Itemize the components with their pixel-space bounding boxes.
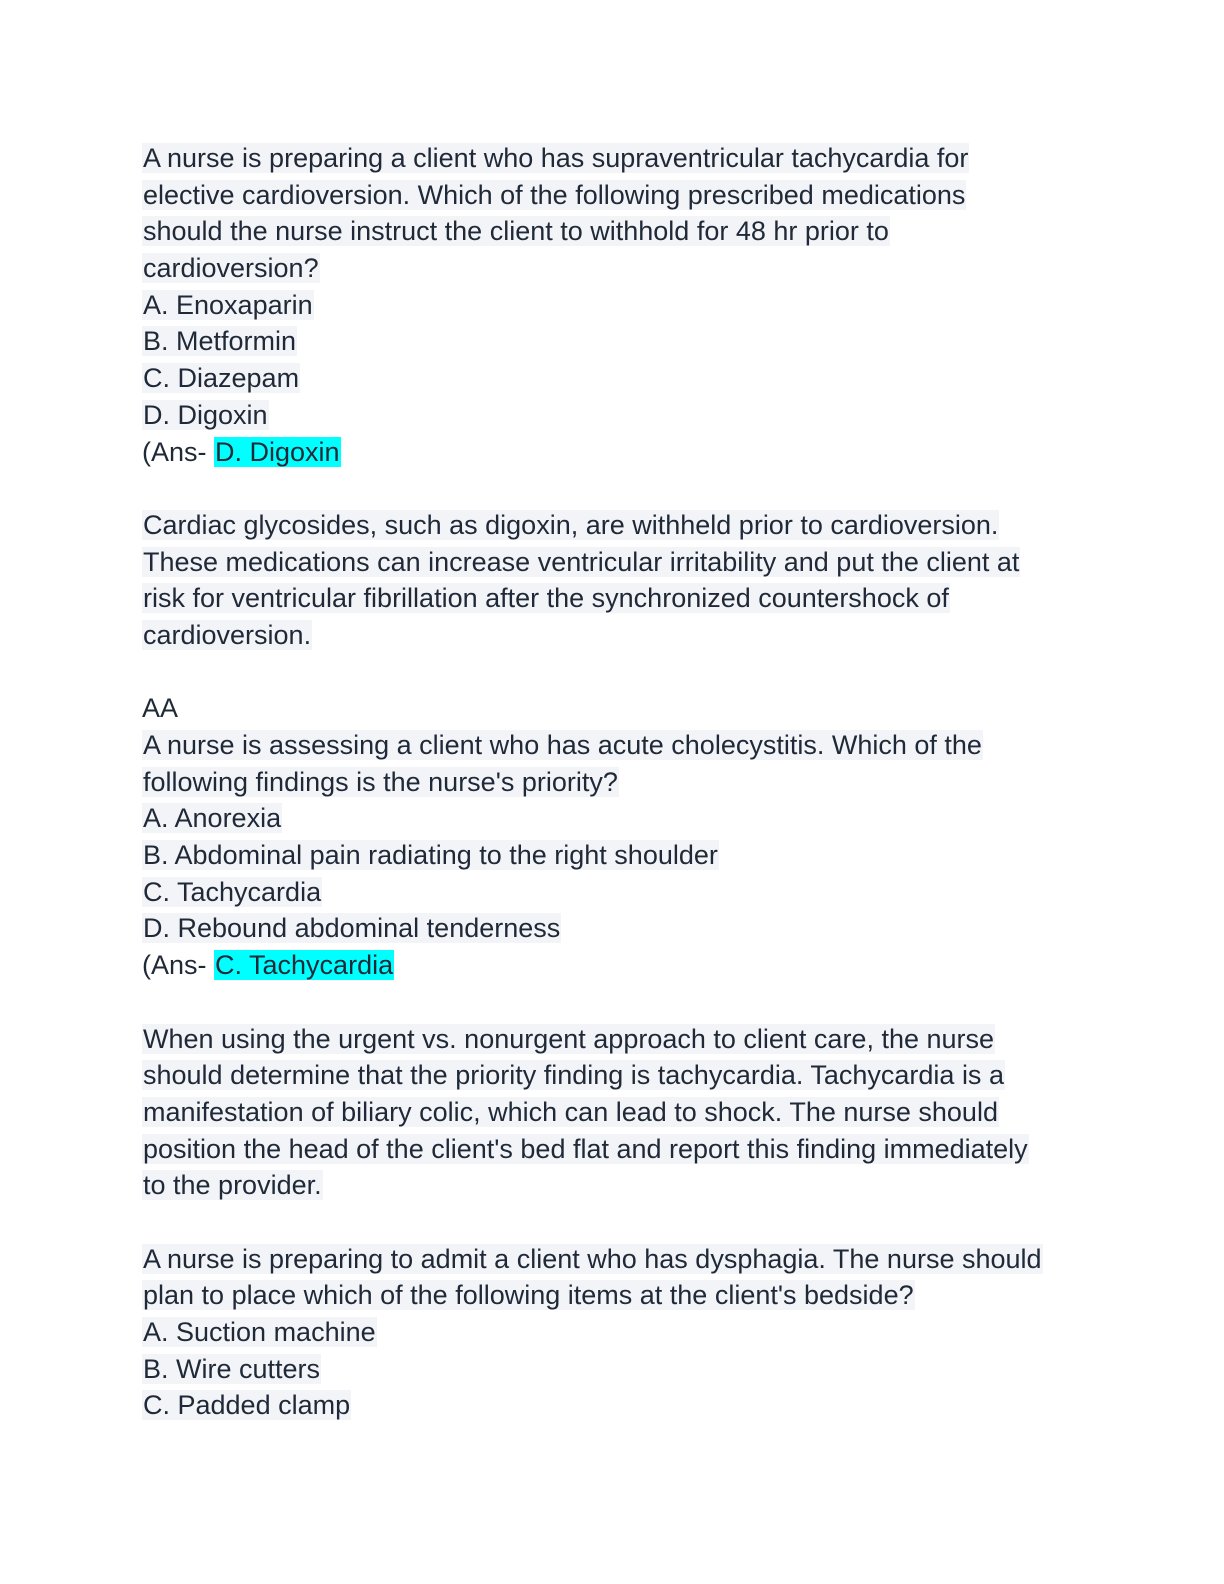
answer-option: C. Tachycardia <box>143 876 322 907</box>
correct-answer-highlight: C. Tachycardia <box>215 950 394 981</box>
question-stem-line: A nurse is preparing to admit a client who has dysphagia. The nurse should <box>143 1243 1042 1274</box>
question-3 <box>142 1241 1102 1424</box>
answer-option: B. Metformin <box>143 326 297 357</box>
rationale-line: When using the urgent vs. nonurgent approach to client care, the nurse <box>143 1023 995 1054</box>
answer-prefix: (Ans- <box>142 436 215 467</box>
question-stem-line: A nurse is assessing a client who has acute cholecystitis. Which of the <box>143 730 982 760</box>
question-stem-line: following findings is the nurse's priority? <box>143 766 618 797</box>
answer-option: B. Wire cutters <box>143 1353 321 1384</box>
answer-line <box>142 947 1102 984</box>
question-stem-line: A nurse is preparing a client who has supraventricular tachycardia for <box>143 143 969 173</box>
answer-option: C. Diazepam <box>143 363 300 394</box>
rationale-line: should determine that the priority finding is tachycardia. Tachycardia is a <box>143 1060 1004 1091</box>
document-page <box>142 140 1102 1424</box>
answer-option: A. Anorexia <box>143 803 282 834</box>
correct-answer-highlight: D. Digoxin <box>215 436 340 467</box>
rationale-line: manifestation of biliary colic, which can lead to shock. The nurse should <box>143 1096 998 1127</box>
question-stem-line: plan to place which of the following items at the client's bedside? <box>143 1280 914 1311</box>
rationale-line: cardioversion. <box>143 619 312 650</box>
question-stem-line: elective cardioversion. Which of the following prescribed medications <box>143 179 966 210</box>
answer-option: B. Abdominal pain radiating to the right shoulder <box>143 840 718 871</box>
rationale-line: to the provider. <box>143 1170 322 1201</box>
answer-option: A. Enoxaparin <box>143 289 313 320</box>
question-2 <box>142 727 1102 1204</box>
answer-option: D. Rebound abdominal tenderness <box>143 913 561 944</box>
answer-line <box>142 434 1102 471</box>
answer-prefix: (Ans- <box>142 950 215 981</box>
rationale-line: Cardiac glycosides, such as digoxin, are withheld prior to cardioversion. <box>143 509 999 540</box>
answer-option: A. Suction machine <box>143 1317 376 1347</box>
rationale-line: risk for ventricular fibrillation after the synchronized countershock of <box>143 583 949 614</box>
section-marker: AA <box>142 693 179 724</box>
answer-option: C. Padded clamp <box>143 1390 351 1421</box>
rationale-line: These medications can increase ventricular irritability and put the client at <box>143 546 1020 577</box>
rationale-line: position the head of the client's bed flat and report this finding immediately <box>143 1133 1028 1164</box>
question-stem-line: should the nurse instruct the client to withhold for 48 hr prior to <box>143 216 889 247</box>
question-1 <box>142 140 1102 654</box>
question-stem-line: cardioversion? <box>143 253 319 284</box>
answer-option: D. Digoxin <box>143 399 268 430</box>
